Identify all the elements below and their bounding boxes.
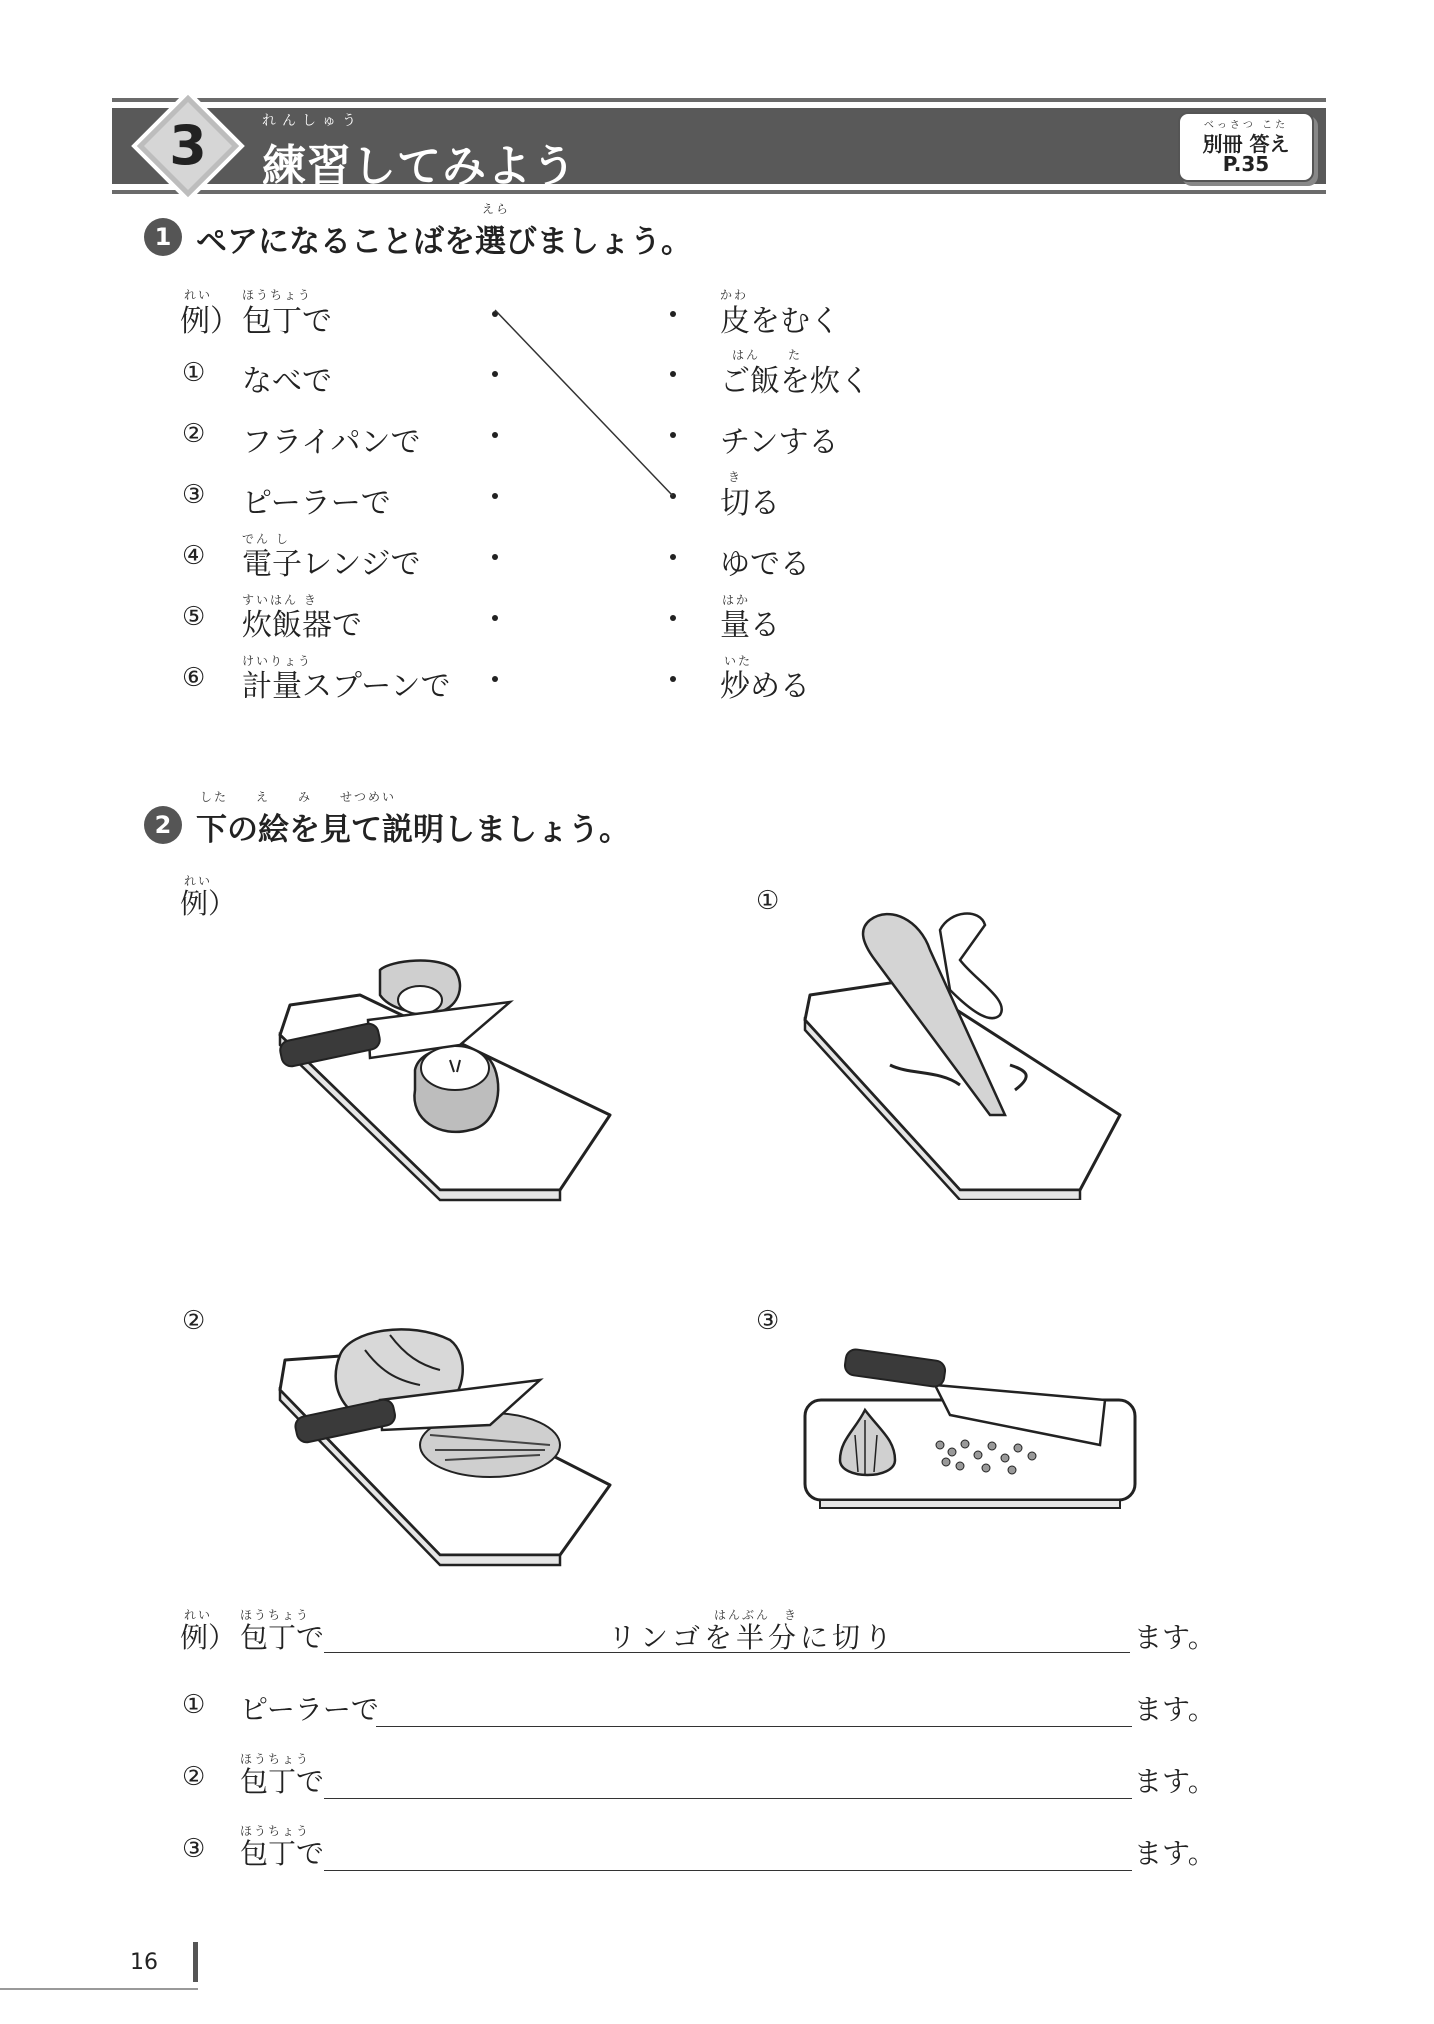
answer-suffix: ます。: [1134, 1765, 1216, 1798]
left-item-text: ピーラーで: [242, 486, 391, 521]
left-item-text: 炊飯器で: [242, 608, 362, 643]
left-item-number: ②: [182, 419, 206, 449]
right-item-ruby: き: [728, 470, 743, 484]
header-title-ruby: れんしゅう: [262, 113, 362, 129]
answer-prefix: 包丁で: [240, 1765, 325, 1798]
answer-ruby: べっさつ こた: [1203, 120, 1289, 131]
right-item-ruby: かわ: [720, 288, 749, 302]
answer-input-1[interactable]: [376, 1690, 1132, 1727]
example-match-line: [0, 0, 1434, 800]
left-item-number: ④: [182, 541, 206, 571]
answer-number: 例）: [180, 1621, 237, 1654]
answer-prefix: 包丁で: [240, 1837, 325, 1870]
question-1-ruby: えら: [482, 202, 511, 216]
picture-label-3: ③: [756, 1306, 780, 1336]
left-item-number: ⑤: [182, 602, 206, 632]
answer-suffix: ます。: [1134, 1837, 1216, 1870]
left-item-ruby: すいはん き: [242, 593, 318, 607]
left-item-text: なべで: [242, 364, 332, 399]
answer-suffix: ます。: [1134, 1621, 1216, 1654]
answer-num-ruby: れい: [184, 1608, 213, 1622]
question-2-ruby: した え み せつめい: [200, 790, 397, 804]
right-item-text: ご飯を炊く: [720, 364, 870, 399]
left-item-ruby: ほうちょう: [242, 288, 313, 302]
right-item-text: チンする: [720, 425, 839, 460]
picture-label-example: 例）: [180, 887, 237, 920]
answer-suffix: ます。: [1134, 1693, 1216, 1726]
right-item-text: 量る: [720, 608, 780, 643]
picture-label-ruby: れい: [184, 874, 213, 888]
answer-number: ③: [182, 1834, 206, 1864]
answer-reference-label: 別冊 答え: [1202, 132, 1290, 156]
right-item-text: 炒める: [720, 669, 810, 704]
left-item-number: ③: [182, 480, 206, 510]
answer-prefix-ruby: ほうちょう: [240, 1608, 311, 1622]
page-number: 16: [130, 1950, 158, 1975]
answer-prefix: ピーラーで: [240, 1693, 379, 1726]
question-2-instruction: 下の絵を見て説明しましょう。: [196, 812, 630, 848]
picture-label-1: ①: [756, 886, 780, 916]
footer-rule: [0, 1988, 198, 1990]
answer-prefix-ruby: ほうちょう: [240, 1752, 311, 1766]
answer-example-text: リンゴを半分に切り: [608, 1621, 897, 1654]
right-item-ruby: はか: [722, 593, 751, 607]
answer-number: ②: [182, 1762, 206, 1792]
left-item-text: 計量スプーンで: [242, 669, 451, 704]
left-item-ruby: けいりょう: [242, 654, 313, 668]
left-item-number: ⑥: [182, 663, 206, 693]
left-item-number: 例）: [180, 304, 240, 339]
left-item-number: ①: [182, 358, 206, 388]
illustration-cabbage-shred: [270, 1320, 620, 1570]
answer-input-3[interactable]: [324, 1834, 1132, 1871]
answer-prefix: 包丁で: [240, 1621, 325, 1654]
answer-example-ruby: はんぶん き: [714, 1608, 799, 1622]
question-1-number: 1: [144, 218, 182, 256]
illustration-apple-cut: [270, 950, 620, 1210]
right-item-text: ゆでる: [720, 547, 810, 582]
answer-reference-page: P.35: [1222, 152, 1270, 176]
left-item-text: フライパンで: [242, 425, 421, 460]
picture-label-2: ②: [182, 1306, 206, 1336]
left-item-text: 包丁で: [242, 304, 332, 339]
page-number-bar: [193, 1942, 198, 1982]
left-item-ruby: でん し: [242, 532, 290, 546]
left-item-text: 電子レンジで: [242, 547, 421, 582]
question-2-number: 2: [144, 806, 182, 844]
right-item-ruby: はん た: [732, 348, 803, 362]
right-item-text: 切る: [720, 486, 780, 521]
left-num-ruby: れい: [184, 288, 213, 302]
answer-input-2[interactable]: [324, 1762, 1132, 1799]
illustration-carrot-peeler: [800, 900, 1130, 1200]
answer-number: ①: [182, 1690, 206, 1720]
question-1-instruction: ペアになることばを選びましょう。: [196, 224, 692, 260]
section-number: 3: [169, 114, 207, 177]
answer-prefix-ruby: ほうちょう: [240, 1824, 311, 1838]
right-item-text: 皮をむく: [720, 304, 840, 339]
illustration-onion-mince: [800, 1340, 1140, 1520]
page-title: 練習してみよう: [262, 141, 577, 192]
right-item-ruby: いた: [724, 654, 753, 668]
